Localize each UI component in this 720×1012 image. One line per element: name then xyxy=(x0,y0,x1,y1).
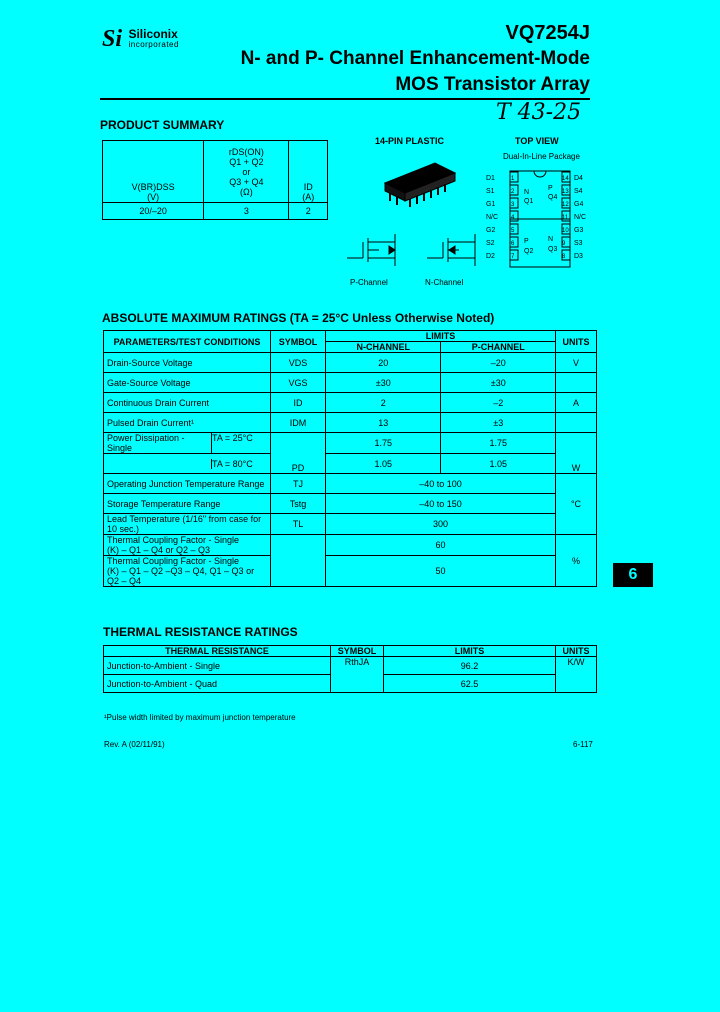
pin-num-left: 6 xyxy=(511,241,515,247)
amr-params-header: PARAMETERS/TEST CONDITIONS xyxy=(104,331,271,353)
table-row: Drain-Source Voltage VDS 20 –20 V xyxy=(104,353,597,373)
thermal-table: THERMAL RESISTANCE SYMBOL LIMITS UNITS Junction-to-Ambient - Single RthJA 96.2 K/W Junction-to-Ambient - Quad 62.5 xyxy=(103,645,597,693)
pin-num-right: 12 xyxy=(562,202,569,208)
table-row: Power Dissipation - Single TA = 25°C PD 1.75 1.75 W xyxy=(104,433,597,454)
dip-package-icon xyxy=(380,155,460,210)
pin-num-left: 7 xyxy=(511,254,515,260)
amr-n-header: N-CHANNEL xyxy=(326,342,441,353)
ps-row: 20/–20 3 2 xyxy=(103,203,328,220)
pin-name-left: S2 xyxy=(486,240,495,247)
table-row: Lead Temperature (1/16" from case for 10 sec.) TL 300 xyxy=(104,514,597,535)
package-label: 14-PIN PLASTIC xyxy=(375,136,445,146)
page-number: 6-117 xyxy=(573,740,593,749)
table-row: TA = 80°C 1.05 1.05 xyxy=(104,454,597,474)
pin-label-ur-q: Q4 xyxy=(548,194,558,201)
pin-num-right: 14 xyxy=(562,176,569,182)
amr-units-header: UNITS xyxy=(556,331,597,353)
pin-num-right: 9 xyxy=(562,241,566,247)
p-channel-label: P-Channel xyxy=(350,278,388,287)
title-line-2: MOS Transistor Array xyxy=(395,74,590,95)
pin-name-right: G3 xyxy=(574,227,584,234)
table-row: Gate-Source Voltage VGS ±30 ±30 xyxy=(104,373,597,393)
part-number: VQ7254J xyxy=(505,22,590,44)
pin-name-left: S1 xyxy=(486,188,495,195)
pin-name-right: S3 xyxy=(574,240,583,247)
pin-name-right: G4 xyxy=(574,201,584,208)
pin-name-left: D2 xyxy=(486,253,495,260)
pin-name-right: D4 xyxy=(574,175,583,182)
amr-heading: ABSOLUTE MAXIMUM RATINGS (TA = 25°C Unless Otherwise Noted) xyxy=(102,311,495,325)
p-channel-symbol xyxy=(345,228,405,278)
pin-name-right: D3 xyxy=(574,253,583,260)
table-row: Junction-to-Ambient - Quad 62.5 xyxy=(104,675,597,693)
ps-col-rds: rDS(ON) Q1 + Q2 or Q3 + Q4 (Ω) xyxy=(204,141,289,203)
pin-label-ll-q: Q2 xyxy=(524,248,534,255)
pin-label-lr-type: N xyxy=(548,236,554,243)
product-summary-table xyxy=(102,140,328,220)
siliconix-logo xyxy=(102,28,179,50)
pin-name-left: G1 xyxy=(486,201,496,208)
pin-label-lr-q: Q3 xyxy=(548,246,558,253)
pin-label-ul-q: Q1 xyxy=(524,198,534,205)
pin-num-right: 8 xyxy=(562,254,566,260)
table-row: Continuous Drain Current ID 2 –2 A xyxy=(104,393,597,413)
pin-name-right: S4 xyxy=(574,188,583,195)
product-summary-heading: PRODUCT SUMMARY xyxy=(100,118,225,132)
pin-num-right: 11 xyxy=(562,215,569,221)
section-tab: 6 xyxy=(613,563,653,587)
table-row: Junction-to-Ambient - Single RthJA 96.2 K/W xyxy=(104,657,597,675)
pin-name-right: N/C xyxy=(574,214,587,221)
table-row: Operating Junction Temperature Range TJ –40 to 100 °C xyxy=(104,474,597,494)
n-channel-label: N-Channel xyxy=(425,278,464,287)
dual-in-line-label: Dual-In-Line Package xyxy=(503,152,580,161)
pin-label-ur-type: P xyxy=(548,185,553,192)
table-row: Thermal Coupling Factor - Single (K) – Q1 – Q4 or Q2 – Q3 60 % xyxy=(104,535,597,556)
pin-num-right: 10 xyxy=(562,228,569,234)
pin-label-ll-type: P xyxy=(524,238,529,245)
pin-num-left: 3 xyxy=(511,202,515,208)
table-row: Pulsed Drain Current¹ IDM 13 ±3 xyxy=(104,413,597,433)
title-line-1: N- and P- Channel Enhancement-Mode xyxy=(240,48,590,69)
thermal-heading: THERMAL RESISTANCE RATINGS xyxy=(103,625,298,639)
amr-p-header: P-CHANNEL xyxy=(441,342,556,353)
amr-table xyxy=(103,330,597,587)
table-row: Thermal Coupling Factor - Single (K) – Q1 – Q2 –Q3 – Q4, Q1 – Q3 or Q2 – Q4 50 xyxy=(104,556,597,587)
amr-symbol-header: SYMBOL xyxy=(271,331,326,353)
pin-name-left: D1 xyxy=(486,175,495,182)
pin-num-left: 5 xyxy=(511,228,515,234)
pin-label-ul-type: N xyxy=(524,189,530,196)
pin-num-left: 2 xyxy=(511,189,515,195)
pinout-diagram xyxy=(484,168,594,273)
pin-name-left: N/C xyxy=(486,214,499,221)
logo-sub: incorporated xyxy=(128,40,179,49)
pin-name-left: G2 xyxy=(486,227,496,234)
handwritten-annotation: T 43-25 xyxy=(496,100,582,125)
logo-mark: Si xyxy=(102,26,123,52)
pin-num-left: 1 xyxy=(511,176,515,182)
ps-col-vbr: V(BR)DSS (V) xyxy=(103,141,204,203)
table-row: Storage Temperature Range Tstg –40 to 150 xyxy=(104,494,597,514)
ps-col-id: ID (A) xyxy=(289,141,328,203)
n-channel-symbol xyxy=(425,228,485,278)
pin-num-left: 4 xyxy=(511,215,515,221)
logo-brand: Siliconix xyxy=(128,27,178,41)
top-view-label: TOP VIEW xyxy=(515,136,559,146)
amr-limits-header: LIMITS xyxy=(326,331,556,342)
footnote: ¹Pulse width limited by maximum junction temperature xyxy=(104,713,296,722)
pin-num-right: 13 xyxy=(562,189,569,195)
revision: Rev. A (02/11/91) xyxy=(104,740,165,749)
